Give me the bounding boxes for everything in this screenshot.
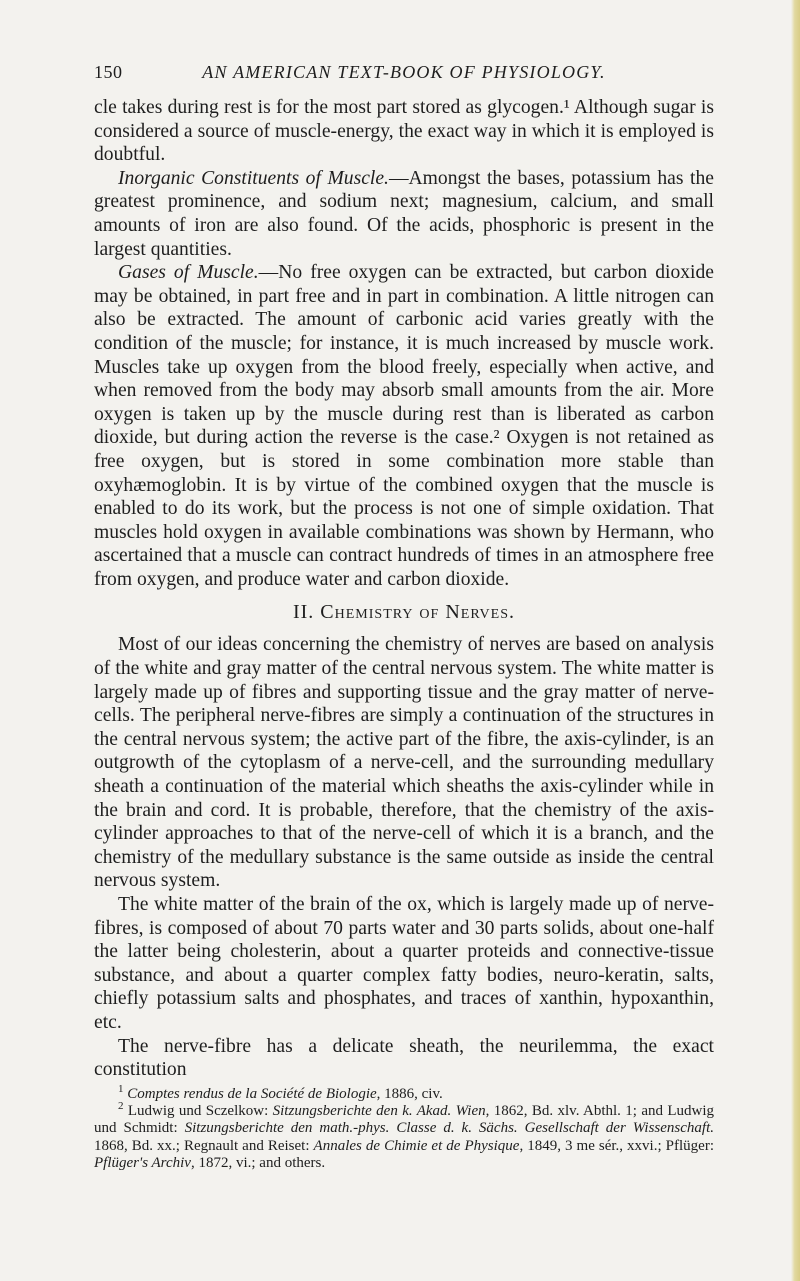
footnote-2-part-a: Ludwig und Sczelkow:: [127, 1103, 273, 1120]
gases-of-muscle-text: —No free oxygen can be extracted, but carbon dioxide may be obtained, in part free and in part in combination. A little nitrogen can also be extracted. The amount of carbonic acid varies greatly with the condition of the muscle; for instance, it is much increased by muscle work. Muscles take up oxygen from the blood freely, especially when active, and when removed from the body may absorb small amounts from the air. More oxygen is taken up by the muscle during rest than is liberated as carbon dioxide, but during action the reverse is the case.² Oxygen is not retained as free oxygen, but is stored in some combination more stable than oxyhæmoglobin. It is by virtue of the combined oxygen that the muscle is enabled to do its work, but the process is not one of simple oxidation. That muscles hold oxygen in available combinations was shown by Hermann, who ascertained that a muscle can contract hundreds of times in an atmosphere free from oxygen, and produce water and carbon dioxide.: [94, 262, 714, 590]
footnote-2-source-d: Pflüger's Archiv: [94, 1154, 191, 1171]
footnote-2-source-a: Sitzungsberichte den k. Akad. Wien: [272, 1103, 486, 1120]
inorganic-constituents-text: —Amongst the bases, potassium has the greatest prominence, and sodium next; magnesium, calcium, and small amounts of iron are also found. Of the acids, phosphoric is present in the largest quantities.: [94, 167, 714, 260]
paragraph-nerve-chemistry: Most of our ideas concerning the chemistry of nerves are based on analysis of the white and gray matter of the central nervous system. The white matter is largely made up of fibres and supporting tissue and the gray matter of nerve-cells. The peripheral nerve-fibres are simply a continuation of the structures in the central nervous system; the active part of the fibre, the axis-cylinder, is an outgrowth of the cytoplasm of a nerve-cell, and the surrounding medullary sheath a continuation of the material which sheaths the axis-cylinder while in the brain and cord. It is probable, therefore, that the chemistry of the axis-cylinder approaches to that of the nerve-cell of which it is a branch, and the chemistry of the medullary substance is the same outside as inside the central nervous system.: [94, 634, 714, 892]
footnotes: [94, 1082, 715, 1172]
footnote-1-source: Comptes rendus de la Société de Biologie: [127, 1085, 377, 1102]
gases-of-muscle-title: Gases of Muscle.: [118, 262, 259, 284]
section-heading-chemistry-of-nerves: II. Chemistry of Nerves.: [292, 601, 515, 624]
paragraph-inorganic-constituents: [94, 167, 714, 261]
page-number: 150: [94, 62, 123, 82]
book-page: [94, 60, 714, 1172]
footnote-2-marker: 2: [118, 1100, 124, 1113]
footnote-2: [94, 1100, 715, 1172]
footnote-2-source-b: Sitzungsberichte den math.-phys. Classe d. k. Sächs. Gesellschaft der Wissenschaft.: [184, 1120, 714, 1137]
paragraph-white-matter: The white matter of the brain of the ox, which is largely made up of nerve-fibres, is composed of about 70 parts water and 30 parts solids, about one-half the latter being cholesterin, about a quarter proteids and connective-tissue substance, and about a quarter complex fatty bodies, neuro-keratin, salts, chiefly potassium salts and phosphates, and traces of xanthin, hypoxanthin, etc.: [94, 894, 714, 1033]
footnote-2-part-d: , 1849, 3 me sér., xxvi.; Pflüger:: [519, 1137, 714, 1154]
footnote-2-part-e: , 1872, vi.; and others.: [190, 1154, 326, 1171]
footnote-2-part-b: , 1862, Bd. xlv. Abthl. 1; and Ludwig und Schmidt:: [94, 1103, 715, 1137]
footnote-2-source-c: Annales de Chimie et de Physique: [313, 1137, 520, 1154]
paragraph-muscle-glycogen: cle takes during rest is for the most part stored as glycogen.¹ Although sugar is considered a source of muscle-energy, the exact way in which it is employed is doubtful.: [94, 97, 714, 166]
footnote-1-rest: , 1886, civ.: [376, 1085, 443, 1102]
running-title: AN AMERICAN TEXT-BOOK OF PHYSIOLOGY.: [202, 62, 606, 82]
footnote-1-marker: 1: [118, 1082, 124, 1095]
paragraph-gases-of-muscle: [94, 261, 714, 591]
inorganic-constituents-title: Inorganic Constituents of Muscle.: [118, 167, 389, 189]
footnote-2-part-c: 1868, Bd. xx.; Regnault and Reiset:: [94, 1137, 314, 1154]
page-edge-shading: [791, 0, 800, 1281]
paragraph-nerve-fibre-sheath: The nerve-fibre has a delicate sheath, the neurilemma, the exact constitution: [94, 1035, 714, 1081]
running-header: [94, 60, 714, 90]
footnote-1: [94, 1082, 714, 1103]
